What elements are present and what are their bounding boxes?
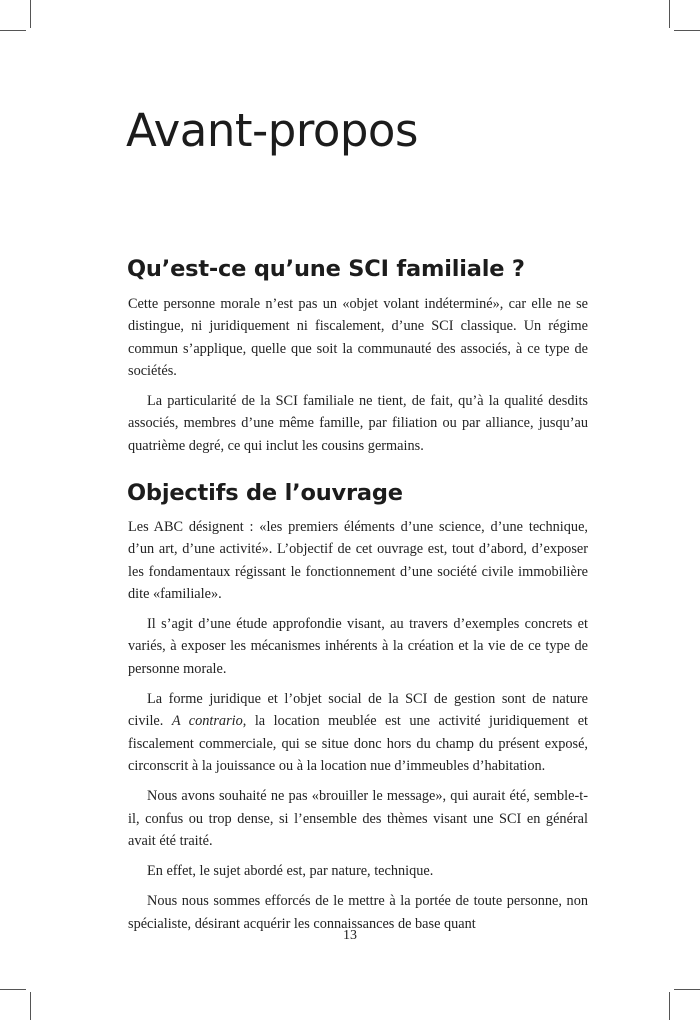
paragraph: Nous avons souhaité ne pas «brouiller le message», qui aurait été, semble-t-il, confus ou trop dense, si l’ensemble des thèmes visant une SCI en général avait été traité. xyxy=(128,788,588,849)
section-heading-objectifs: Objectifs de l’ouvrage xyxy=(127,480,403,506)
paragraph: En effet, le sujet abordé est, par nature, technique. xyxy=(147,863,434,880)
crop-mark-bottom-left-h xyxy=(0,989,26,990)
paragraph: Il s’agit d’une étude approfondie visant, au travers d’exemples concrets et variés, à exposer les mécanismes inhérents à la création et la vie de ce type de personne morale. xyxy=(128,616,588,677)
paragraph-with-italic xyxy=(128,688,588,777)
paragraph: Cette personne morale n’est pas un «objet volant indéterminé», car elle ne se distingue, ni juridiquement ni fiscalement, d’une SCI classique. Un régime commun s’applique, quelle que soit la communauté des associés, à ce type de sociétés. xyxy=(128,296,588,379)
crop-mark-top-left xyxy=(30,0,31,28)
page-title: Avant-propos xyxy=(126,104,418,157)
paragraph-lead: La forme juridique et l’objet social de la SCI de gestion sont de nature civile. xyxy=(128,691,588,730)
page-number: 13 xyxy=(343,928,357,943)
crop-mark-bottom-left xyxy=(30,992,31,1020)
paragraph-rest: , la location meublée est une activité juridiquement et fiscalement commerciale, qui se situe donc hors du champ du présent exposé, circonscrit à la jouissance ou à la location nue d’immeubles d’habitation. xyxy=(128,713,589,774)
paragraph: La particularité de la SCI familiale ne tient, de fait, qu’à la qualité desdits associés, membres d’une même famille, par filiation ou par alliance, jusqu’au quatrième degré, ce qui inclut les cousins germains. xyxy=(128,393,588,454)
crop-mark-top-right-h xyxy=(674,30,700,31)
crop-mark-bottom-right xyxy=(669,992,670,1020)
section-body-objectifs xyxy=(128,516,588,935)
section-heading-sci-familiale: Qu’est-ce qu’une SCI familiale ? xyxy=(127,256,525,282)
paragraph: Nous nous sommes efforcés de le mettre à la portée de toute personne, non spécialiste, désirant acquérir les connaissances de base quant xyxy=(128,893,588,932)
paragraph: Les ABC désignent : «les premiers éléments d’une science, d’une technique, d’un art, d’une activité». L’objectif de cet ouvrage est, tout d’abord, d’exposer les fondamentaux régissant le fonctionnement d’une société civile immobilière dite «familiale». xyxy=(128,519,588,602)
italic-term: A contrario xyxy=(171,713,243,730)
crop-mark-bottom-right-h xyxy=(674,989,700,990)
section-body-sci-familiale xyxy=(128,293,588,457)
crop-mark-top-right xyxy=(669,0,670,28)
crop-mark-top-left-h xyxy=(0,30,26,31)
